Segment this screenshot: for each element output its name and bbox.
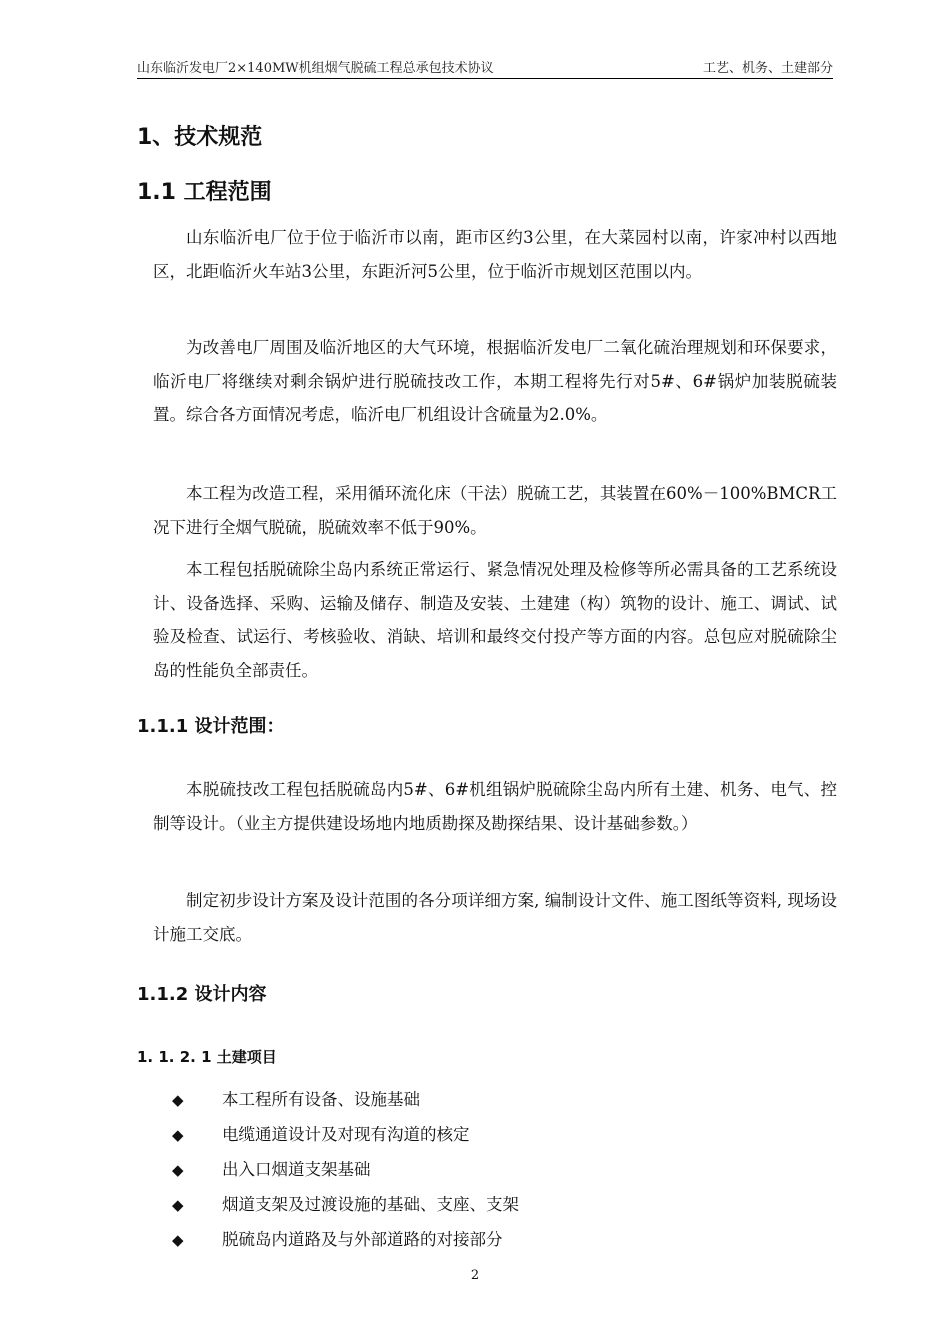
list-item (172, 1225, 792, 1260)
section-1-1-2-1-heading: 1. 1. 2. 1 土建项目 (137, 1048, 277, 1066)
paragraph-design-plan: 制定初步设计方案及设计范围的各分项详细方案, 编制设计文件、施工图纸等资料, 现场设计施工交底。 (153, 891, 837, 944)
list-item (172, 1190, 792, 1225)
section-1-1-2-heading: 1.1.2 设计内容 (137, 984, 267, 1005)
header-document-title: 山东临沂发电厂2×140MW机组烟气脱硫工程总承包技术协议 (137, 61, 494, 76)
header-divider (137, 78, 833, 79)
section-1-heading: 1、技术规范 (137, 125, 263, 150)
paragraph-scope: 本工程包括脱硫除尘岛内系统正常运行、紧急情况处理及检修等所必需具备的工艺系统设计、设备选择、采购、运输及储存、制造及安装、土建建（构）筑物的设计、施工、调试、试验及检查、试运行、考核验收、消缺、培训和最终交付投产等方面的内容。总包应对脱硫除尘岛的性能负全部责任。 (153, 560, 837, 680)
page-number: 2 (470, 1268, 480, 1283)
paragraph-location: 山东临沂电厂位于位于临沂市以南，距市区约3公里，在大菜园村以南，许家冲村以西地区，北距临沂火车站3公里，东距沂河5公里，位于临沂市规划区范围以内。 (153, 228, 837, 281)
diamond-bullet-icon: ◆ (172, 1091, 184, 1109)
list-item-text: 出入口烟道支架基础 (222, 1160, 371, 1179)
list-item-text: 本工程所有设备、设施基础 (222, 1090, 420, 1109)
list-item-text: 电缆通道设计及对现有沟道的核定 (222, 1125, 470, 1144)
diamond-bullet-icon: ◆ (172, 1161, 184, 1179)
header-section-label: 工艺、机务、土建部分 (702, 61, 833, 76)
paragraph-process: 本工程为改造工程，采用循环流化床（干法）脱硫工艺，其装置在60%－100%BMCR工况下进行全烟气脱硫，脱硫效率不低于90%。 (153, 484, 837, 537)
section-1-1-heading: 1.1 工程范围 (137, 180, 272, 205)
paragraph-background: 为改善电厂周围及临沂地区的大气环境，根据临沂发电厂二氧化硫治理规划和环保要求，临沂电厂将继续对剩余锅炉进行脱硫技改工作，本期工程将先行对5#、6#锅炉加装脱硫装置。综合各方面情况考虑，临沂电厂机组设计含硫量为2.0%。 (153, 338, 837, 424)
diamond-bullet-icon: ◆ (172, 1196, 184, 1214)
page-header (137, 57, 833, 77)
list-item (172, 1120, 792, 1155)
list-item (172, 1085, 792, 1120)
civil-items-list (172, 1085, 792, 1260)
list-item-text: 脱硫岛内道路及与外部道路的对接部分 (222, 1230, 503, 1249)
list-item-text: 烟道支架及过渡设施的基础、支座、支架 (222, 1195, 519, 1214)
list-item (172, 1155, 792, 1190)
diamond-bullet-icon: ◆ (172, 1126, 184, 1144)
diamond-bullet-icon: ◆ (172, 1231, 184, 1249)
section-1-1-1-heading: 1.1.1 设计范围： (137, 716, 285, 737)
paragraph-design-scope: 本脱硫技改工程包括脱硫岛内5#、6#机组锅炉脱硫除尘岛内所有土建、机务、电气、控制等设计。（业主方提供建设场地内地质勘探及勘探结果、设计基础参数。） (153, 780, 837, 833)
